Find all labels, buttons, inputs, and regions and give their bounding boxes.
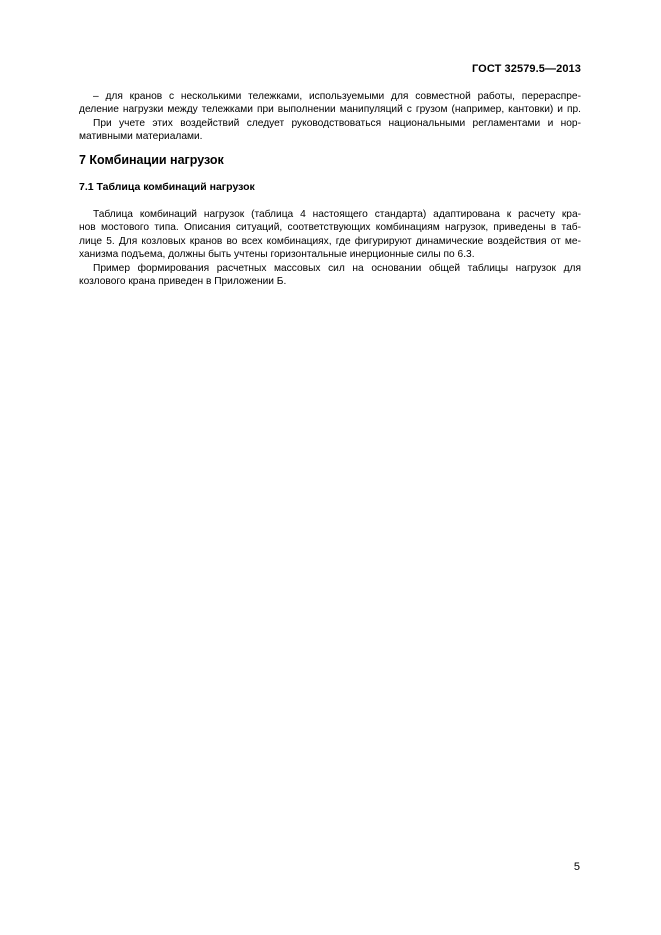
text-line (79, 235, 581, 248)
section-title: 7 Комбинации нагрузок (79, 153, 224, 167)
text-line (79, 275, 581, 288)
standard-code: ГОСТ 32579.5—2013 (471, 63, 581, 75)
text-line-content: – для кранов с несколькими тележками, используемыми для совместной работы, перераспре- (93, 91, 581, 102)
text-line (79, 262, 581, 275)
text-line (79, 208, 581, 221)
text-line-content: Пример формирования расчетных массовых сил на основании общей таблицы нагрузок для (93, 262, 581, 274)
text-line (79, 103, 581, 116)
text-line (79, 221, 581, 234)
text-line-content: ханизма подъема, должны быть учтены горизонтальные инерционные силы по 6.3. (79, 249, 475, 261)
page-number: 5 (573, 861, 580, 873)
text-line-content: Таблица комбинаций нагрузок (таблица 4 настоящего стандарта) адаптирована к расчету кра- (93, 209, 581, 220)
text-line (79, 90, 581, 103)
subsection-paragraphs (79, 208, 581, 288)
text-line-content: деление нагрузки между тележками при выполнении манипуляций с грузом (например, кантовки) и пр. (79, 104, 581, 116)
text-line-content: козлового крана приведен в Приложении Б. (79, 276, 287, 288)
text-line-content: нов мостового типа. Описания ситуаций, соответствующих комбинациям нагрузок, приведены в таб- (79, 222, 581, 234)
text-line-content: лице 5. Для козловых кранов во всех комбинациях, где фигурируют динамические воздействия от ме- (79, 235, 581, 247)
text-line (79, 117, 581, 130)
text-line-content: мативными материалами. (79, 131, 203, 143)
text-line (79, 248, 581, 261)
text-line-content: При учете этих воздействий следует руководствоваться национальными регламентами и нор- (93, 117, 581, 129)
intro-paragraphs (79, 90, 581, 144)
text-line (79, 130, 581, 143)
subsection-title: 7.1 Таблица комбинаций нагрузок (79, 181, 255, 193)
